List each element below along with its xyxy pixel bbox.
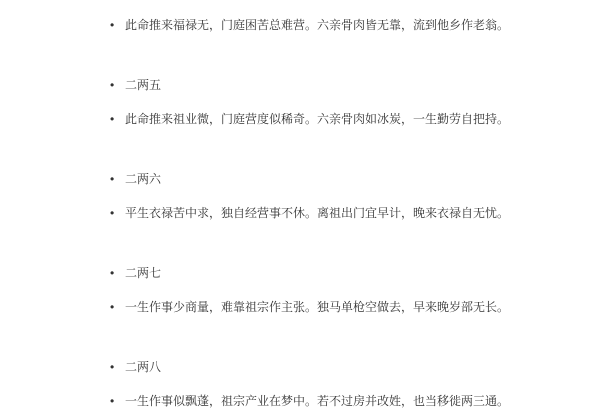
list-item-verse: • 一生作事似飘蓬，祖宗产业在梦中。若不过房并改姓，也当移徙两三通。 xyxy=(125,393,600,409)
list-item-weight-label: • 二两六 xyxy=(125,171,600,187)
list-item-weight-label: • 二两七 xyxy=(125,265,600,281)
list-item-verse: • 此命推来福禄无，门庭困苦总难营。六亲骨肉皆无靠，流到他乡作老翁。 xyxy=(125,17,600,33)
list-item-weight-label: • 二两八 xyxy=(125,359,600,375)
list-item-verse: • 此命推来祖业微，门庭营度似稀奇。六亲骨肉如冰炭，一生勤劳自把持。 xyxy=(125,111,600,127)
list-item-weight-label: • 二两五 xyxy=(125,77,600,93)
list-item-verse: • 一生作事少商量，难靠祖宗作主张。独马单枪空做去，早来晚岁部无长。 xyxy=(125,299,600,315)
list-item-verse: • 平生衣禄苦中求，独自经营事不休。离祖出门宜早计，晚来衣禄自无忧。 xyxy=(125,205,600,221)
